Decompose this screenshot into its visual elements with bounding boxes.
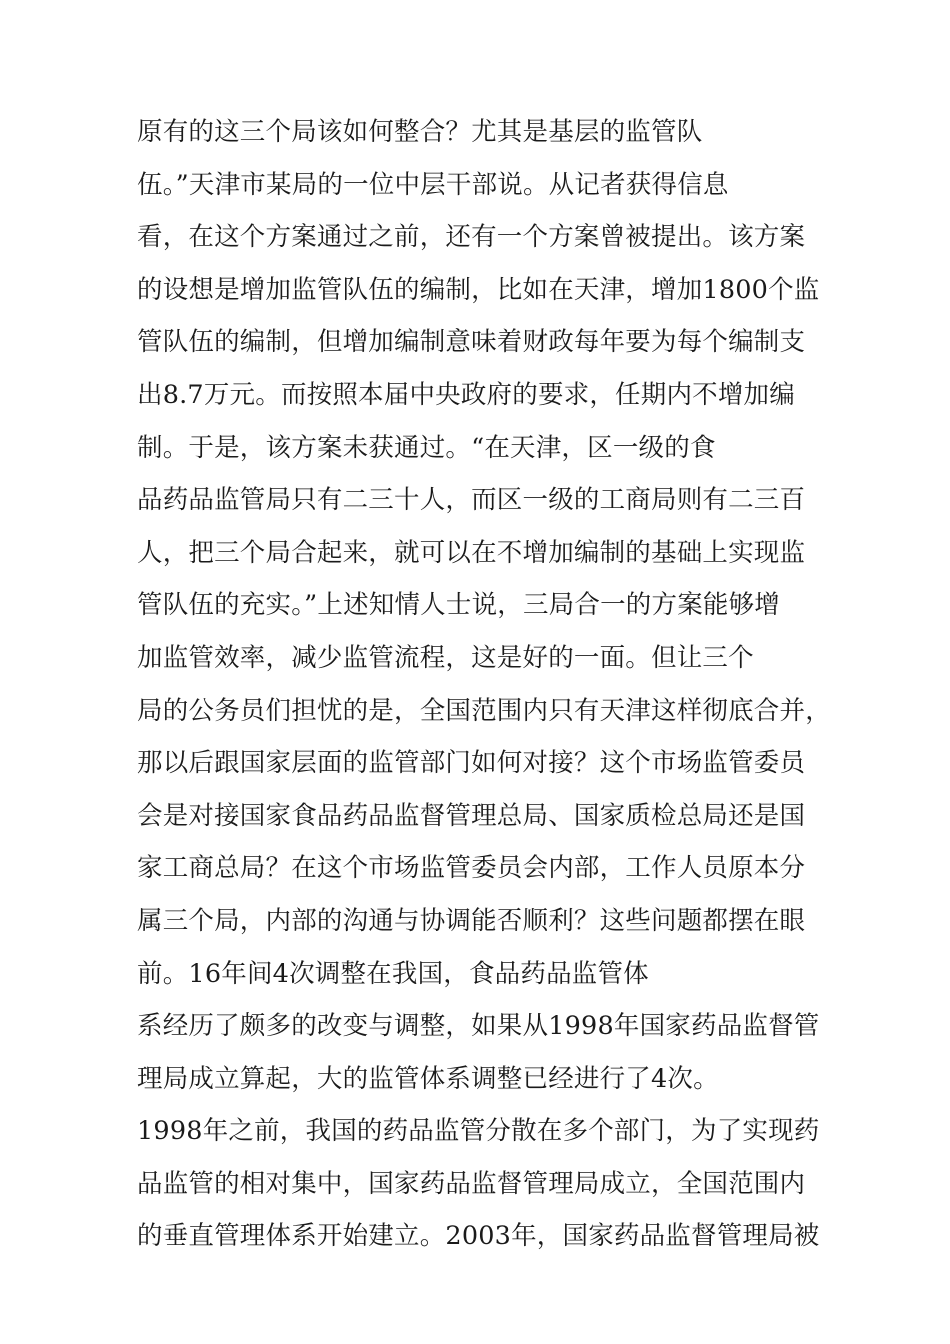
- text-line: 原有的这三个局该如何整合？尤其是基层的监管队: [137, 117, 703, 147]
- text-line: 出8.7万元。而按照本届中央政府的要求，任期内不增加编: [137, 379, 795, 410]
- text-line: 管队伍的充实。”上述知情人士说，三局合一的方案能够增: [137, 590, 780, 621]
- text-line: 的垂直管理体系开始建立。2003年，国家药品监督管理局被: [137, 1221, 820, 1252]
- text-line: 局的公务员们担忧的是，全国范围内只有天津这样彻底合并，: [137, 695, 831, 726]
- text-line: 理局成立算起，大的监管体系调整已经进行了4次。: [137, 1063, 719, 1094]
- body-text: [137, 106, 831, 1263]
- text-line: 品监管的相对集中，国家药品监督管理局成立，全国范围内: [137, 1168, 806, 1199]
- text-line: 伍。”天津市某局的一位中层干部说。从记者获得信息: [137, 169, 729, 200]
- text-line: 品药品监管局只有二三十人，而区一级的工商局则有二三百: [137, 485, 806, 516]
- text-line: 前。16年间4次调整在我国，食品药品监管体: [137, 958, 649, 989]
- text-line: 属三个局，内部的沟通与协调能否顺利？这些问题都摆在眼: [137, 905, 806, 936]
- text-line: 的设想是增加监管队伍的编制，比如在天津，增加1800个监: [137, 274, 820, 305]
- text-line: 看，在这个方案通过之前，还有一个方案曾被提出。该方案: [137, 222, 806, 253]
- text-line: 加监管效率，减少监管流程，这是好的一面。但让三个: [137, 642, 754, 673]
- text-line: 人，把三个局合起来，就可以在不增加编制的基础上实现监: [137, 537, 806, 568]
- text-line: 家工商总局？在这个市场监管委员会内部，工作人员原本分: [137, 853, 806, 884]
- text-line: 那以后跟国家层面的监管部门如何对接？这个市场监管委员: [137, 748, 806, 779]
- text-line: 系经历了颇多的改变与调整，如果从1998年国家药品监督管: [137, 1011, 820, 1042]
- text-line: 会是对接国家食品药品监督管理总局、国家质检总局还是国: [137, 800, 806, 831]
- text-line: 制。于是，该方案未获通过。“在天津，区一级的食: [137, 432, 716, 463]
- text-line: 1998年之前，我国的药品监管分散在多个部门，为了实现药: [137, 1116, 820, 1147]
- text-line: 管队伍的编制，但增加编制意味着财政每年要为每个编制支: [137, 327, 806, 358]
